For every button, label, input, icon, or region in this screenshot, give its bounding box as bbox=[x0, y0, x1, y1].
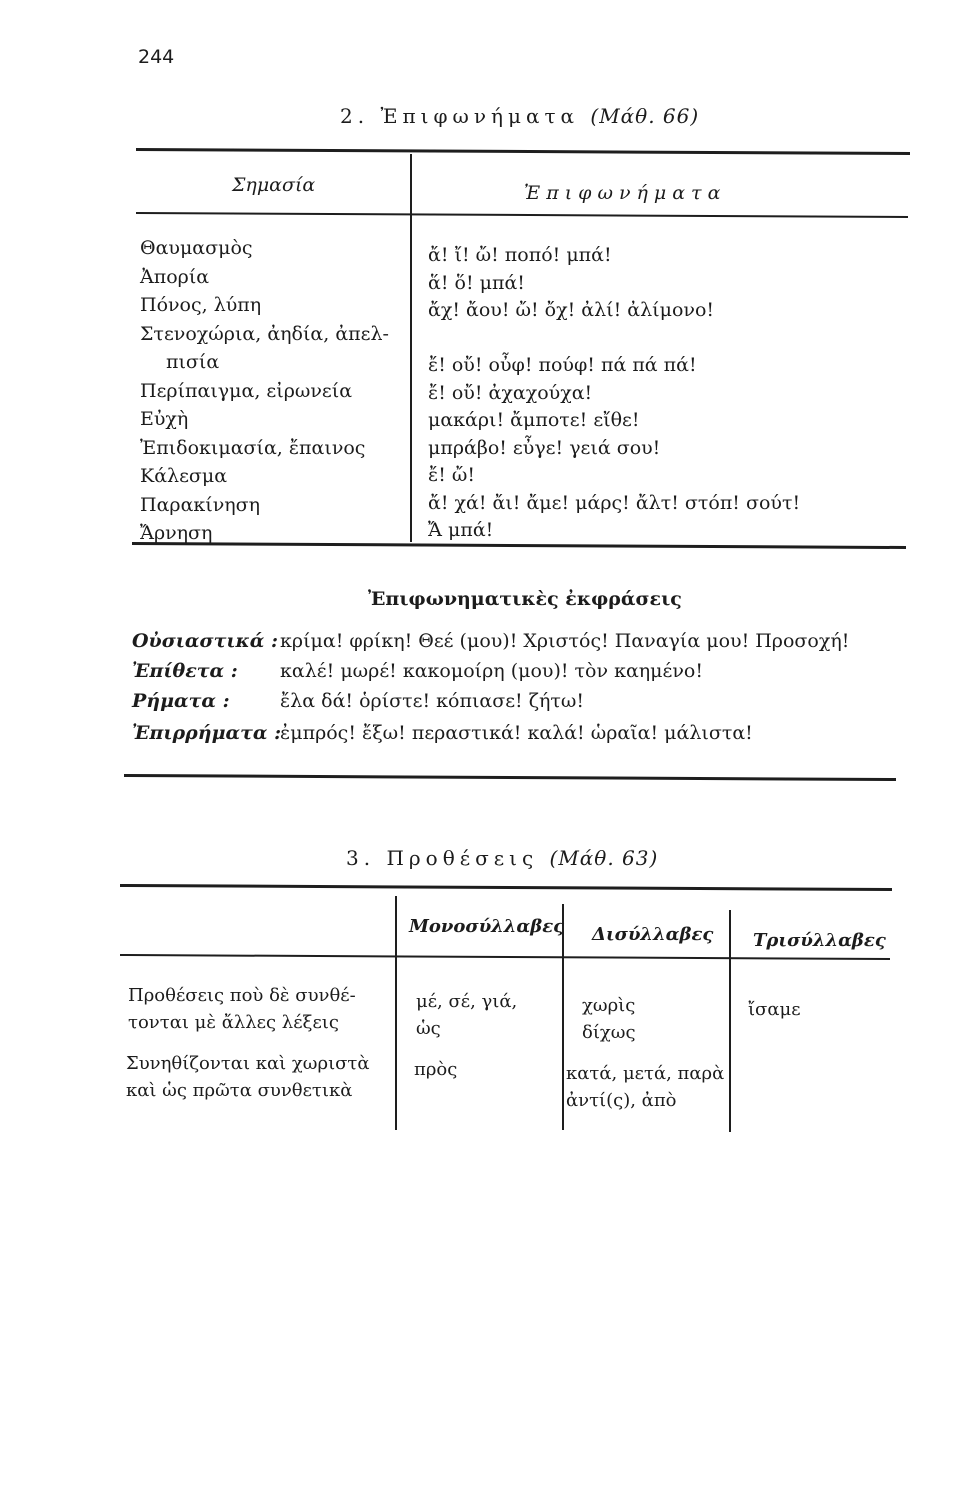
meaning-item: πισία bbox=[166, 351, 220, 373]
expression-label: Ἐπιρρήματα : bbox=[132, 722, 282, 744]
meaning-item: Στενοχώρια, ἀηδία, ἀπελ- bbox=[140, 322, 389, 345]
header-monosyllabic: Μονοσύλλαβες bbox=[409, 916, 565, 937]
section3-number: 3. bbox=[346, 846, 376, 870]
section3-title: Προθέσεις bbox=[386, 846, 539, 870]
row1-desc-line: Προθέσεις ποὺ δὲ συνθέ- bbox=[128, 985, 356, 1006]
interjection-line bbox=[428, 325, 800, 353]
table3-header-rule bbox=[120, 954, 890, 960]
table1-col-divider bbox=[410, 154, 412, 542]
meaning-item: Θαυμασμὸς bbox=[140, 237, 253, 259]
meaning-item: Ἐπιδοκιμασία, ἔπαινος bbox=[140, 436, 366, 459]
col-meaning-header: Σημασία bbox=[232, 174, 316, 196]
section2-number: 2. bbox=[340, 104, 370, 128]
row1-monosyllabic bbox=[416, 988, 517, 1042]
expressions-title: Ἐπιφωνηματικὲς ἐκφράσεις bbox=[368, 588, 682, 610]
expression-text: καλέ! μωρέ! κακομοίρη (μου)! τὸν καημένο! bbox=[280, 660, 703, 682]
row2-description bbox=[126, 1050, 370, 1104]
interjection-line: ἔ! οὔ! οὖφ! πούφ! πά πά πά! bbox=[428, 354, 697, 376]
row1-trisyllabic bbox=[748, 996, 801, 1023]
row2-desc-line: Συνηθίζονται καὶ χωριστὰ bbox=[126, 1053, 370, 1074]
interjection-line: ἄχ! ἄου! ὤ! ὄχ! ἀλί! ἀλίμονο! bbox=[428, 299, 715, 321]
expression-text: κρίμα! φρίκη! Θεέ (μου)! Χριστός! Παναγία μου! Προσοχή! bbox=[280, 630, 850, 652]
meaning-item: Παρακίνηση bbox=[140, 493, 261, 516]
meaning-item: Ἀπορία bbox=[140, 265, 210, 288]
row2-di-line: κατά, μετά, παρὰ bbox=[566, 1063, 725, 1084]
row2-mono-line: πρὸς bbox=[414, 1059, 458, 1080]
meaning-item: Περίπαιγμα, εἰρωνεία bbox=[140, 379, 353, 402]
interjections-list bbox=[428, 242, 800, 545]
row1-mono-line: ὡς bbox=[416, 1018, 441, 1039]
header-disyllabic: Δισύλλαβες bbox=[592, 924, 714, 945]
expression-row bbox=[132, 660, 703, 682]
row2-desc-line: καὶ ὡς πρῶτα συνθετικὰ bbox=[126, 1080, 353, 1101]
table1-top-rule bbox=[136, 148, 910, 155]
interjection-line: ἅ! ὅ! μπά! bbox=[428, 271, 525, 294]
expression-row bbox=[132, 630, 849, 652]
page-number: 244 bbox=[138, 46, 175, 68]
interjection-line: Ἄ μπά! bbox=[428, 519, 494, 541]
expression-label: Ρήματα : bbox=[132, 690, 230, 712]
interjection-line: ἄ! ἴ! ὤ! ποπό! μπά! bbox=[428, 244, 612, 266]
expression-text: ἔλα δά! ὁρίστε! κόπιασε! ζήτω! bbox=[280, 690, 585, 712]
expression-row bbox=[132, 722, 753, 744]
interjection-line: μακάρι! ἄμποτε! εἴθε! bbox=[428, 409, 640, 431]
meaning-item: Πόνος, λύπη bbox=[140, 294, 262, 316]
row1-di-line: δίχως bbox=[582, 1022, 636, 1043]
row1-desc-line: τονται μὲ ἄλλες λέξεις bbox=[128, 1012, 339, 1033]
table3-col-divider-3 bbox=[729, 910, 731, 1132]
meaning-item: Κάλεσμα bbox=[140, 465, 228, 487]
row2-monosyllabic bbox=[414, 1056, 457, 1083]
interjection-line: ἔ! οὔ! ἀχαχούχα! bbox=[428, 381, 593, 404]
row2-disyllabic bbox=[566, 1060, 724, 1114]
expression-label: Ἐπίθετα : bbox=[132, 660, 238, 682]
expression-label: Οὐσιαστικά : bbox=[132, 630, 279, 652]
table3-col-divider-2 bbox=[562, 904, 564, 1130]
row2-di-line: ἀντί(ς), ἀπὸ bbox=[566, 1090, 677, 1111]
section2-heading bbox=[340, 104, 699, 128]
col-interj-header: Ἐπιφωνήματα bbox=[524, 182, 727, 204]
table3-col-divider-1 bbox=[395, 896, 397, 1130]
section2-ref: (Μάθ. 66) bbox=[590, 104, 700, 128]
meaning-item: Ἄρνηση bbox=[140, 522, 213, 544]
interjection-line: μπράβο! εὖγε! γειά σου! bbox=[428, 436, 661, 459]
table1-header-rule bbox=[136, 212, 908, 218]
row1-mono-line: μέ, σέ, γιά, bbox=[416, 991, 518, 1012]
meanings-list bbox=[140, 234, 389, 548]
expression-text: ἐμπρός! ἔξω! περαστικά! καλά! ὡραῖα! μάλιστα! bbox=[280, 722, 753, 744]
expressions-bottom-rule bbox=[124, 774, 896, 781]
table3-top-rule bbox=[120, 884, 892, 891]
interjection-line: ἔ! ὤ! bbox=[428, 464, 475, 486]
header-trisyllabic: Τρισύλλαβες bbox=[753, 930, 886, 951]
expression-row bbox=[132, 690, 584, 712]
section2-title: Ἐπιφωνήματα bbox=[380, 104, 580, 128]
row1-di-line: χωρὶς bbox=[582, 995, 636, 1016]
row1-disyllabic bbox=[582, 992, 636, 1046]
section3-heading bbox=[346, 846, 658, 870]
meaning-item: Εὐχὴ bbox=[140, 408, 189, 430]
interjection-line: ἄ! χά! ἄι! ἄμε! μάρς! ἄλτ! στόπ! σούτ! bbox=[428, 491, 801, 514]
row1-tri-line: ἴσαμε bbox=[748, 999, 801, 1020]
row1-description bbox=[128, 982, 356, 1036]
section3-ref: (Μάθ. 63) bbox=[549, 846, 659, 870]
